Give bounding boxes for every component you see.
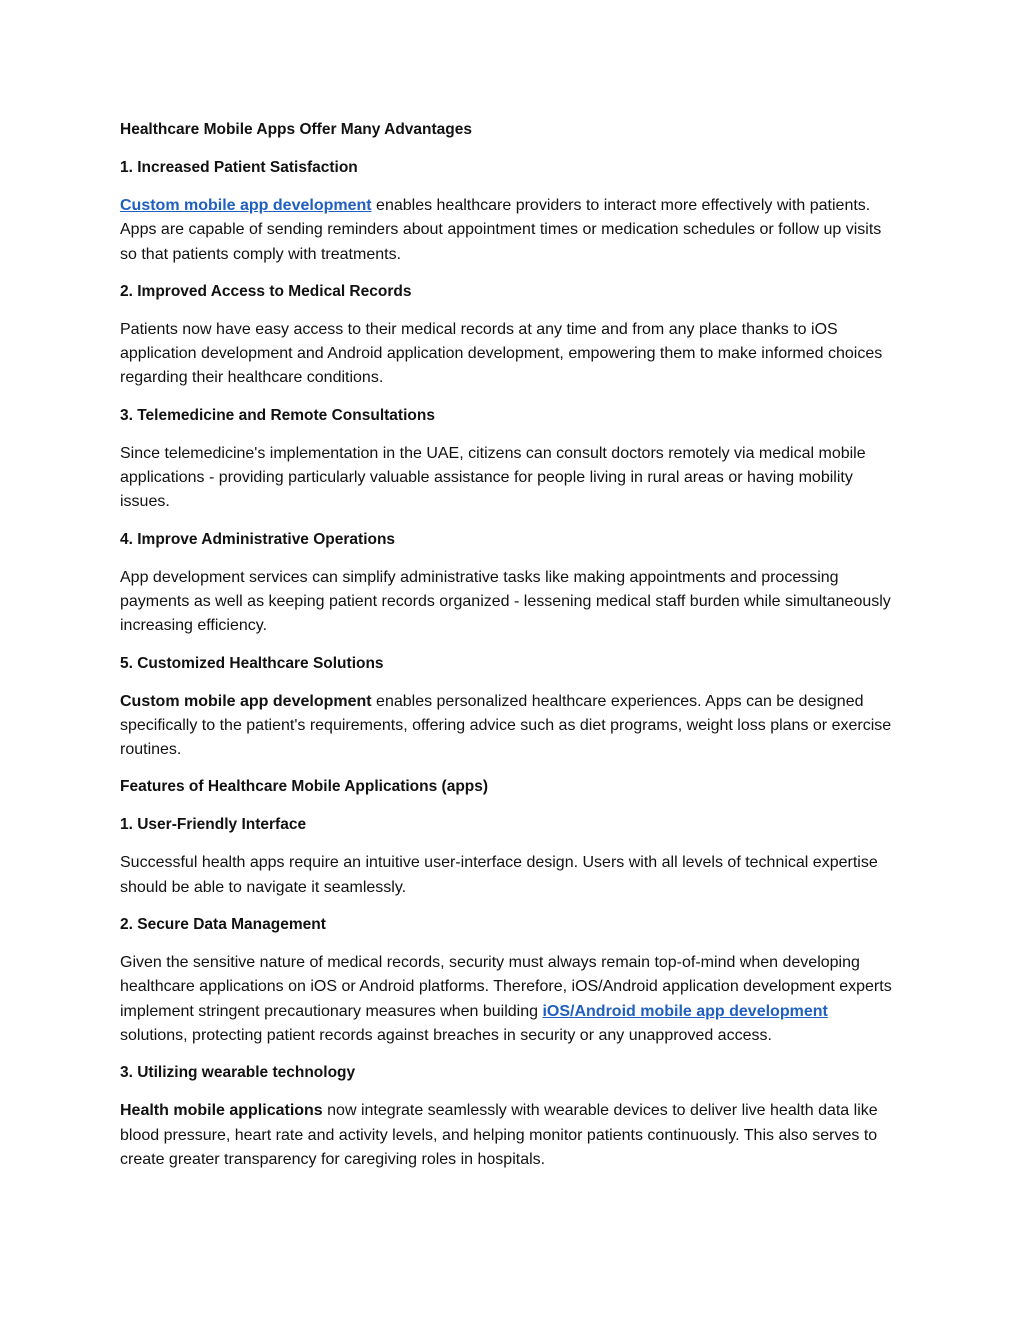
section-heading-administrative: 4. Improve Administrative Operations	[120, 530, 396, 548]
paragraph-text: solutions, protecting patient records against breaches in security or any unapproved access.	[120, 1026, 772, 1044]
feature-heading-user-friendly: 1. User-Friendly Interface	[120, 816, 307, 834]
section-heading-customized: 5. Customized Healthcare Solutions	[120, 654, 384, 672]
custom-app-development-link[interactable]: Custom mobile app development	[120, 197, 372, 214]
section-heading-patient-satisfaction: 1. Increased Patient Satisfaction	[120, 159, 358, 176]
feature-heading-secure-data: 2. Secure Data Management	[120, 916, 326, 934]
paragraph-user-friendly: Successful health apps require an intuitive user-interface design. Users with all levels of technical expertise should be able to navigate it seamlessly.	[120, 854, 878, 896]
section-heading-telemedicine: 3. Telemedicine and Remote Consultations	[120, 406, 435, 424]
document-title: Healthcare Mobile Apps Offer Many Advantages	[120, 121, 472, 138]
features-title: Features of Healthcare Mobile Applications (apps)	[120, 778, 489, 796]
paragraph-text: Given the sensitive nature of medical records, security must always remain top-of-mind when developing healthcare applications on iOS or Android platforms. Therefore, iOS/Android application development experts implement stringent precautionary measures when building	[120, 954, 892, 1020]
paragraph-telemedicine: Since telemedicine's implementation in the UAE, citizens can consult doctors remotely via medical mobile applications - providing particularly valuable assistance for people living in rural areas or having mobility issues.	[120, 444, 866, 511]
paragraph-medical-records: Patients now have easy access to their medical records at any time and from any place thanks to iOS application development and Android application development, empowering them to make informed choices regarding their healthcare conditions.	[120, 320, 883, 387]
paragraph-wearable	[120, 1099, 892, 1172]
bold-phrase: Custom mobile app development	[120, 692, 372, 710]
paragraph-text: enables healthcare providers to interact more effectively with patients. Apps are capable of sending reminders about appointment times or medication schedules or follow up visits so that patients comply with treatments.	[120, 197, 882, 263]
bold-phrase: Health mobile applications	[120, 1102, 323, 1120]
paragraph-text: enables personalized healthcare experiences. Apps can be designed specifically to the patient's requirements, offering advice such as diet programs, weight loss plans or exercise routines.	[120, 692, 892, 759]
section-heading-medical-records: 2. Improved Access to Medical Records	[120, 282, 412, 300]
paragraph-patient-satisfaction	[120, 194, 892, 267]
paragraph-text: now integrate seamlessly with wearable devices to deliver live health data like blood pressure, heart rate and activity levels, and helping monitor patients continuously. This also serves to create greater transparency for caregiving roles in hospitals.	[120, 1102, 878, 1168]
document-page	[120, 118, 892, 1185]
paragraph-secure-data	[120, 951, 892, 1048]
paragraph-customized	[120, 690, 892, 763]
feature-heading-wearable: 3. Utilizing wearable technology	[120, 1064, 356, 1082]
ios-android-development-link[interactable]: iOS/Android mobile app development	[542, 1002, 828, 1020]
paragraph-administrative: App development services can simplify administrative tasks like making appointments and processing payments as well as keeping patient records organized - lessening medical staff burden while simultaneously increasing efficiency.	[120, 568, 891, 635]
